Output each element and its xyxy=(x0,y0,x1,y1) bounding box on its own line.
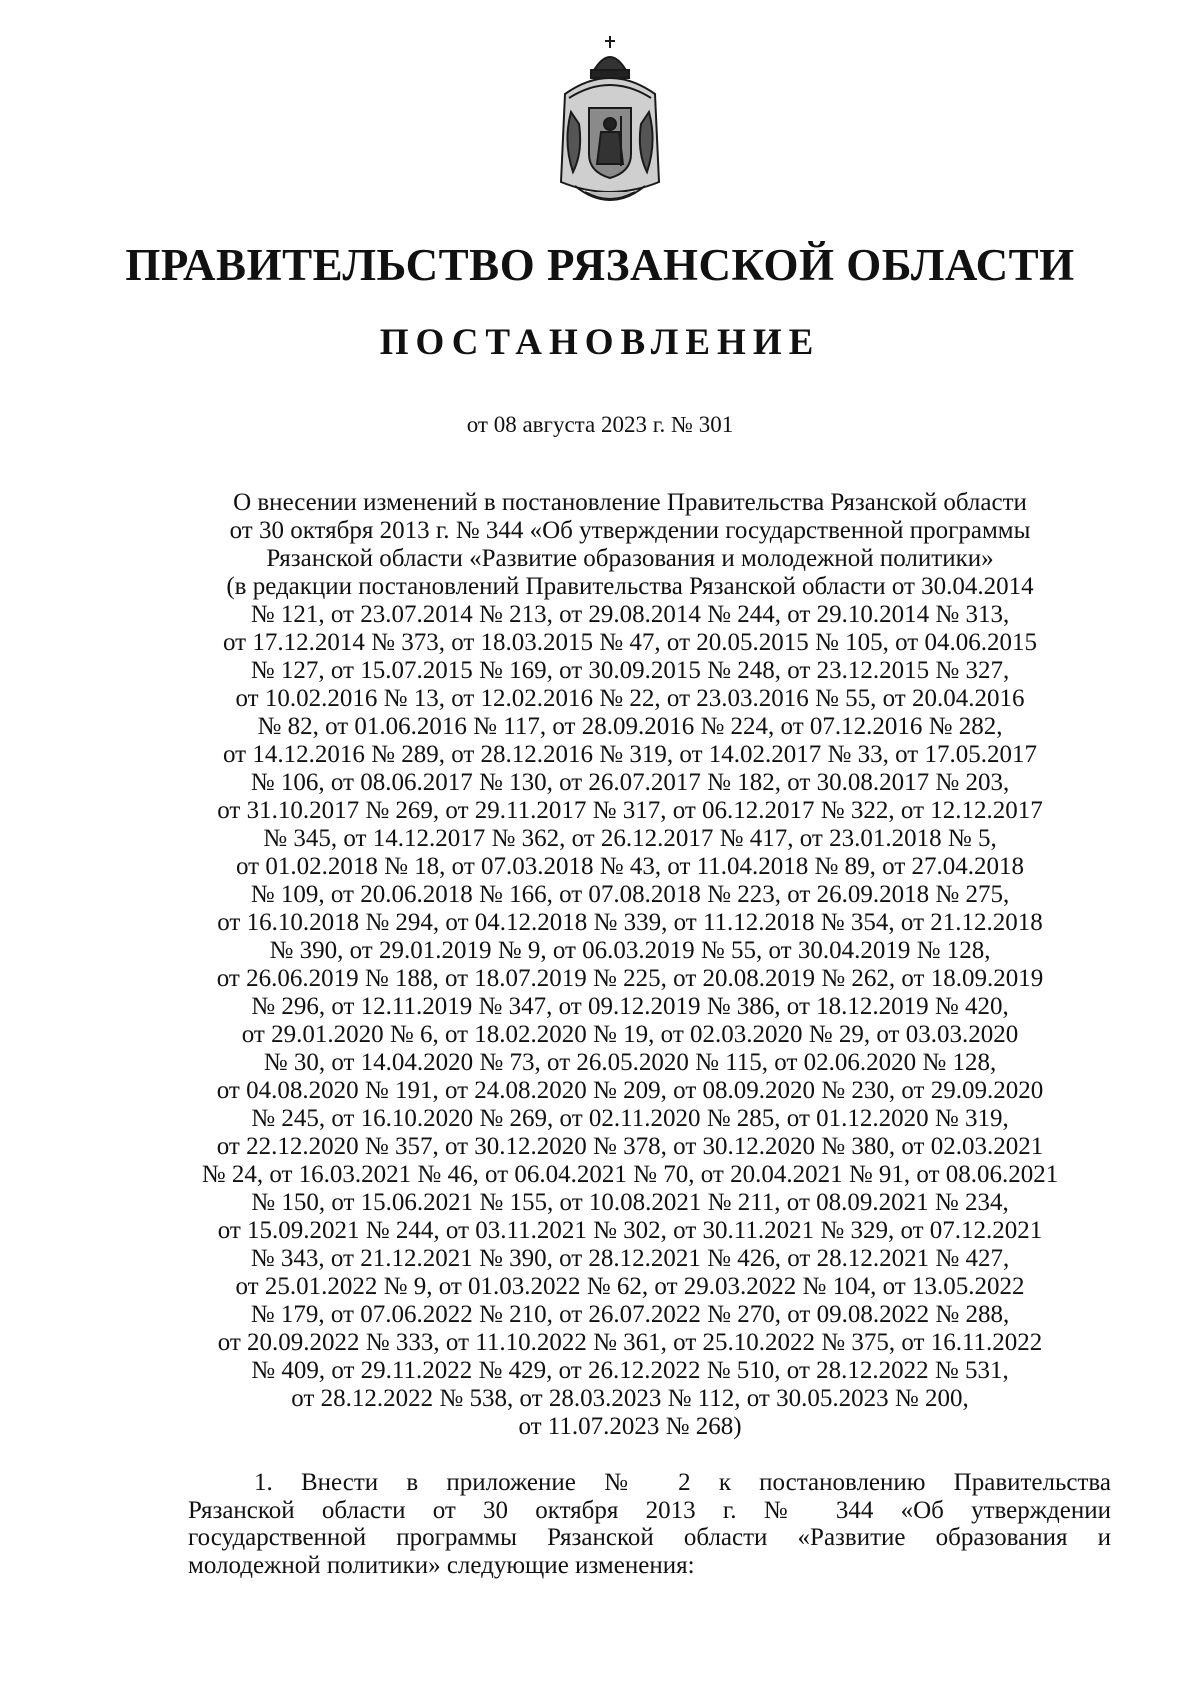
title-line: от 20.09.2022 № 333, от 11.10.2022 № 361, от 25.10.2022 № 375, от 16.11.2022 xyxy=(217,1329,1043,1356)
title-line: Рязанской области «Развитие образования и молодежной политики» xyxy=(266,545,994,572)
title-line: № 345, от 14.12.2017 № 362, от 26.12.2017 № 417, от 23.01.2018 № 5, xyxy=(263,825,997,852)
title-line: № 121, от 23.07.2014 № 213, от 29.08.2014 № 244, от 29.10.2014 № 313, xyxy=(250,601,1010,628)
title-line: от 14.12.2016 № 289, от 28.12.2016 № 319, от 14.02.2017 № 33, от 17.05.2017 xyxy=(223,741,1037,768)
title-line: от 26.06.2019 № 188, от 18.07.2019 № 225, от 20.08.2019 № 262, от 18.09.2019 xyxy=(216,965,1044,992)
title-line: № 150, от 15.06.2021 № 155, от 10.08.2021 № 211, от 08.09.2021 № 234, xyxy=(251,1189,1009,1216)
title-line: № 24, от 16.03.2021 № 46, от 06.04.2021 № 70, от 20.04.2021 № 91, от 08.06.2021 xyxy=(201,1161,1059,1188)
title-line: № 245, от 16.10.2020 № 269, от 02.11.2020 № 285, от 01.12.2020 № 319, xyxy=(251,1105,1009,1132)
body-line: государственной программы Рязанской области «Развитие образования и xyxy=(188,1524,1111,1551)
title-line: от 29.01.2020 № 6, от 18.02.2020 № 19, от 02.03.2020 № 29, от 03.03.2020 xyxy=(241,1021,1019,1048)
body-paragraph xyxy=(188,1469,1111,1579)
title-line: от 16.10.2018 № 294, от 04.12.2018 № 339, от 11.12.2018 № 354, от 21.12.2018 xyxy=(217,909,1043,936)
title-line: № 343, от 21.12.2021 № 390, от 28.12.2021 № 426, от 28.12.2021 № 427, xyxy=(250,1245,1010,1272)
title-line: от 15.09.2021 № 244, от 03.11.2021 № 302, от 30.11.2021 № 329, от 07.12.2021 xyxy=(217,1217,1043,1244)
title-line: от 22.12.2020 № 357, от 30.12.2020 № 378, от 30.12.2020 № 380, от 02.03.2021 xyxy=(216,1133,1044,1160)
body-line: 1. Внести в приложение № 2 к постановлению Правительства xyxy=(254,1469,1111,1496)
title-line: № 296, от 12.11.2019 № 347, от 09.12.2019 № 386, от 18.12.2019 № 420, xyxy=(251,993,1009,1020)
title-line: от 30 октября 2013 г. № 344 «Об утверждении государственной программы xyxy=(229,517,1031,544)
title-line: от 01.02.2018 № 18, от 07.03.2018 № 43, от 11.04.2018 № 89, от 27.04.2018 xyxy=(235,853,1024,880)
title-line: (в редакции постановлений Правительства Рязанской области от 30.04.2014 xyxy=(226,573,1034,600)
title-line: от 04.08.2020 № 191, от 24.08.2020 № 209, от 08.09.2020 № 230, от 29.09.2020 xyxy=(216,1077,1044,1104)
document-title xyxy=(150,489,1110,1441)
title-line: № 409, от 29.11.2022 № 429, от 26.12.2022 № 510, от 28.12.2022 № 531, xyxy=(251,1357,1009,1384)
title-line: от 10.02.2016 № 13, от 12.02.2016 № 22, от 23.03.2016 № 55, от 20.04.2016 xyxy=(235,685,1025,712)
title-line: от 17.12.2014 № 373, от 18.03.2015 № 47, от 20.05.2015 № 105, от 04.06.2015 xyxy=(223,629,1037,656)
title-line: от 11.07.2023 № 268) xyxy=(518,1413,742,1440)
title-line: № 82, от 01.06.2016 № 117, от 28.09.2016 № 224, от 07.12.2016 № 282, xyxy=(257,713,1003,740)
body-line: молодежной политики» следующие изменения: xyxy=(188,1551,695,1579)
title-line: № 109, от 20.06.2018 № 166, от 07.08.2018 № 223, от 26.09.2018 № 275, xyxy=(250,881,1010,908)
title-line: О внесении изменений в постановление Правительства Рязанской области xyxy=(233,489,1027,516)
title-line: № 179, от 07.06.2022 № 210, от 26.07.2022 № 270, от 09.08.2022 № 288, xyxy=(250,1301,1010,1328)
title-line: от 31.10.2017 № 269, от 29.11.2017 № 317, от 06.12.2017 № 322, от 12.12.2017 xyxy=(217,797,1043,824)
title-line: от 28.12.2022 № 538, от 28.03.2023 № 112, от 30.05.2023 № 200, xyxy=(291,1385,969,1412)
document-type: ПОСТАНОВЛЕНИЕ xyxy=(379,322,821,363)
title-line: от 25.01.2022 № 9, от 01.03.2022 № 62, от 29.03.2022 № 104, от 13.05.2022 xyxy=(235,1273,1025,1300)
title-line: № 127, от 15.07.2015 № 169, от 30.09.2015 № 248, от 23.12.2015 № 327, xyxy=(250,657,1010,684)
title-line: № 390, от 29.01.2019 № 9, от 06.03.2019 № 55, от 30.04.2019 № 128, xyxy=(269,937,991,964)
coat-of-arms-icon xyxy=(555,32,665,214)
document-date-number: от 08 августа 2023 г. № 301 xyxy=(466,412,734,437)
body-line: Рязанской области от 30 октября 2013 г. № 344 «Об утверждении xyxy=(188,1496,1111,1524)
title-line: № 30, от 14.04.2020 № 73, от 26.05.2020 № 115, от 02.06.2020 № 128, xyxy=(263,1049,997,1076)
organization-name: ПРАВИТЕЛЬСТВО РЯЗАНСКОЙ ОБЛАСТИ xyxy=(125,240,1075,290)
title-line: № 106, от 08.06.2017 № 130, от 26.07.2017 № 182, от 30.08.2017 № 203, xyxy=(250,769,1010,796)
